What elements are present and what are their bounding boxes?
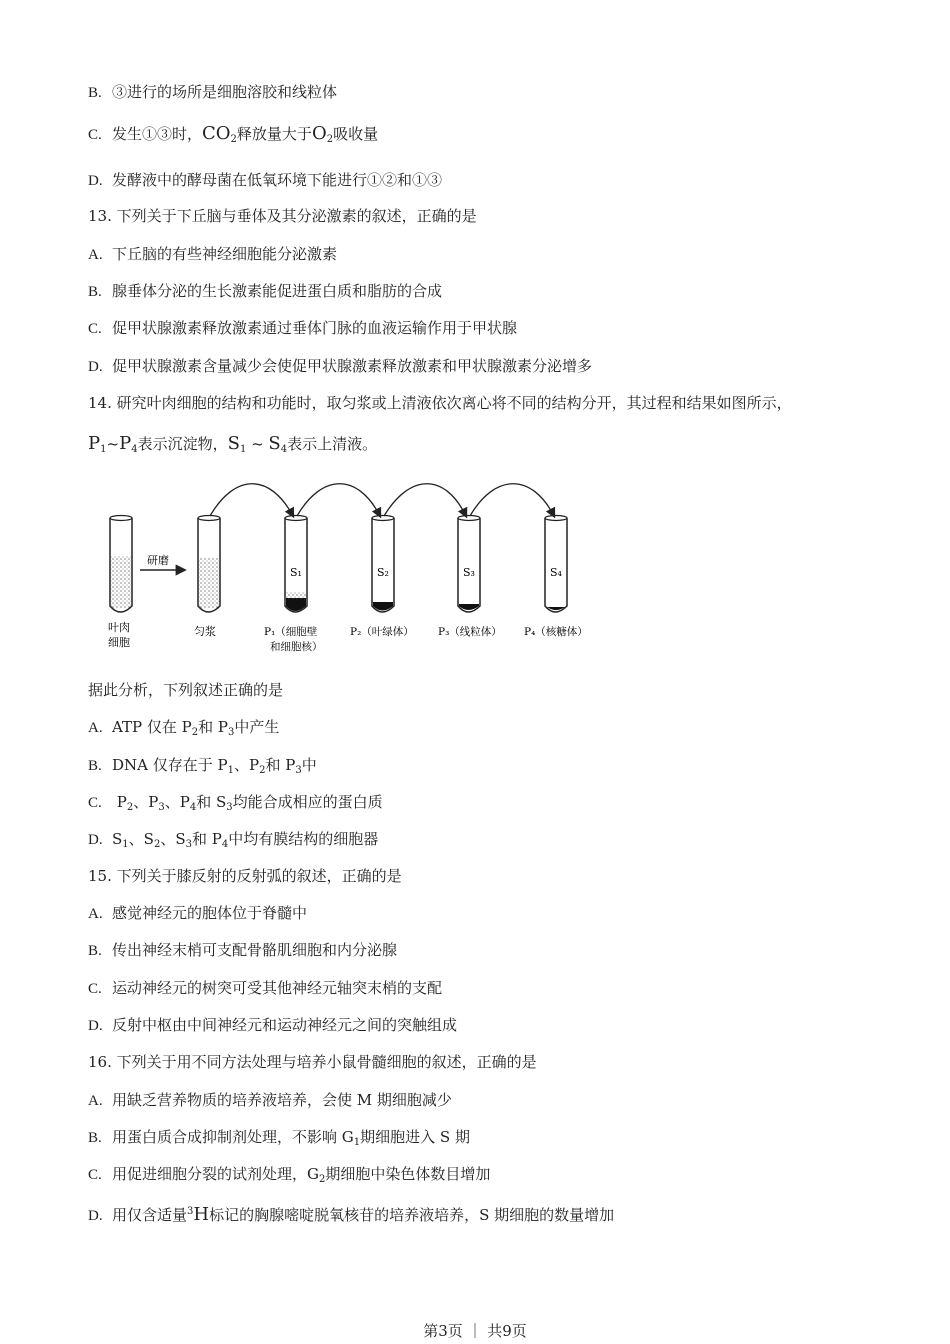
- subscript: 2: [191, 727, 199, 738]
- tube-leaf-cells: [110, 516, 132, 613]
- q14-stem: 14. 研究叶肉细胞的结构和功能时，取匀浆或上清液依次离心将不同的结构分开，其过程和结果如图所示，: [88, 394, 792, 412]
- transfer-arrow: [297, 484, 380, 516]
- option-text: 运动神经元的树突可受其他神经元轴突末梢的支配: [112, 979, 443, 997]
- option-letter: C.: [88, 127, 102, 143]
- p-symbol: P: [88, 433, 101, 454]
- option-text: 中产生: [234, 718, 280, 736]
- q12-option-c: [88, 124, 378, 150]
- option-text: 用蛋白质合成抑制剂处理，不影响 G: [112, 1128, 354, 1146]
- transfer-arrow: [470, 484, 554, 516]
- q14-option-a: [88, 717, 279, 743]
- option-letter: D.: [88, 359, 103, 375]
- option-text: 发酵液中的酵母菌在低氧环境下能进行①②和①③: [112, 171, 443, 189]
- option-text: S: [112, 830, 123, 848]
- option-text: 腺垂体分泌的生长激素能促进蛋白质和脂肪的合成: [112, 282, 443, 300]
- subscript: 3: [228, 727, 235, 738]
- subscript: 1: [122, 839, 129, 850]
- option-text: 发生①③时，: [112, 125, 203, 143]
- option-letter: B.: [88, 758, 102, 774]
- superscript: 3: [187, 1206, 194, 1217]
- q14-stem-notation: [88, 434, 377, 460]
- option-text: 中: [301, 756, 317, 774]
- supernatant-label: S₃: [463, 566, 475, 579]
- option-letter: D.: [88, 832, 103, 848]
- tube-homogenate: [198, 516, 220, 613]
- q15-option-d: [88, 1015, 457, 1036]
- q15-option-a: [88, 903, 307, 924]
- option-text: 、S: [128, 830, 154, 848]
- option-text: 释放量大于: [236, 125, 312, 143]
- q16-stem: 16. 下列关于用不同方法处理与培养小鼠骨髓细胞的叙述，正确的是: [88, 1053, 537, 1071]
- q15-option-c: [88, 978, 442, 999]
- option-letter: A.: [88, 906, 103, 922]
- h-symbol: H: [193, 1204, 210, 1225]
- option-text: 传出神经末梢可支配骨骼肌细胞和内分泌腺: [112, 941, 398, 959]
- option-letter: B.: [88, 943, 102, 959]
- tube-label: 叶肉: [108, 621, 130, 634]
- supernatant-label: S₂: [377, 566, 389, 579]
- q13-option-d: [88, 356, 592, 377]
- option-text: P: [112, 793, 127, 811]
- option-letter: C.: [88, 321, 102, 337]
- tube-label: P₂（叶绿体）: [350, 626, 414, 638]
- q14-option-b: [88, 755, 317, 781]
- option-text: 均能合成相应的蛋白质: [232, 793, 383, 811]
- subscript: 4: [189, 802, 197, 813]
- option-text: 期细胞进入 S 期: [360, 1128, 470, 1146]
- stem-text: 表示上清液。: [287, 435, 378, 453]
- stem-text: 表示沉淀物，: [137, 435, 228, 453]
- tube-s4-p4: [545, 516, 567, 613]
- tube-label: P₃（线粒体）: [438, 626, 502, 638]
- option-text: 和 P: [198, 718, 228, 736]
- option-text: 和 P: [265, 756, 296, 774]
- tube-label: P₁（细胞壁: [264, 626, 318, 638]
- q16-option-a: [88, 1090, 452, 1111]
- option-text: 促甲状腺激素含量减少会使促甲状腺激素释放激素和甲状腺激素分泌增多: [112, 357, 593, 375]
- option-text: 用促进细胞分裂的试剂处理，G: [112, 1165, 319, 1183]
- q16-option-c: [88, 1164, 490, 1190]
- subscript: 3: [185, 839, 192, 850]
- centrifugation-diagram: [100, 478, 620, 668]
- option-text: 用仅含适量: [112, 1206, 188, 1224]
- q15-option-b: [88, 940, 397, 961]
- subscript: 1: [353, 1137, 361, 1148]
- q12-option-d: [88, 170, 442, 191]
- subscript: 2: [259, 765, 266, 776]
- q13-option-c: [88, 318, 517, 339]
- subscript: 1: [227, 765, 234, 776]
- option-letter: D.: [88, 1018, 103, 1034]
- q14-option-c: [88, 792, 383, 818]
- tube-label: P₄（核糖体）: [524, 626, 588, 638]
- subscript: 3: [295, 765, 302, 776]
- option-text: 用缺乏营养物质的培养液培养，会使 M 期细胞减少: [112, 1091, 452, 1109]
- option-letter: B.: [88, 1130, 102, 1146]
- option-letter: C.: [88, 795, 102, 811]
- subscript: 2: [326, 134, 334, 145]
- option-letter: B.: [88, 284, 102, 300]
- s-symbol: S: [268, 433, 281, 454]
- subscript: 4: [221, 839, 229, 850]
- option-letter: A.: [88, 247, 103, 263]
- subscript: 4: [280, 444, 288, 455]
- s-symbol: S: [227, 433, 240, 454]
- option-text: 下丘脑的有些神经细胞能分泌激素: [112, 245, 338, 263]
- option-text: 、P: [234, 756, 260, 774]
- p-symbol: P: [119, 433, 132, 454]
- tube-s3-p3: [458, 516, 480, 613]
- grind-label: 研磨: [147, 554, 169, 567]
- q14-analysis: 据此分析，下列叙述正确的是: [88, 681, 284, 699]
- option-text: DNA 仅存在于 P: [112, 756, 228, 774]
- option-letter: B.: [88, 85, 102, 101]
- supernatant-label: S₄: [550, 566, 562, 579]
- subscript: 3: [158, 802, 165, 813]
- subscript: 1: [239, 444, 247, 455]
- option-text: 、P: [164, 793, 190, 811]
- option-text: 中均有膜结构的细胞器: [228, 830, 379, 848]
- option-text: 和 S: [196, 793, 227, 811]
- option-text: 、P: [133, 793, 159, 811]
- option-text: 反射中枢由中间神经元和运动神经元之间的突触组成: [112, 1016, 458, 1034]
- transfer-arrow: [210, 484, 293, 516]
- tilde: ~: [246, 435, 269, 453]
- q15-stem: 15. 下列关于膝反射的反射弧的叙述，正确的是: [88, 867, 402, 885]
- page-footer: 第3页 ｜ 共9页: [423, 1322, 527, 1340]
- tilde: ~: [106, 435, 120, 453]
- option-text: ATP 仅在 P: [112, 718, 192, 736]
- option-text: 吸收量: [333, 125, 379, 143]
- tube-label: 和细胞核）: [270, 641, 323, 653]
- option-letter: D.: [88, 173, 103, 189]
- option-text: 期细胞中染色体数目增加: [325, 1165, 491, 1183]
- co2-formula: CO: [202, 123, 231, 144]
- q16-option-b: [88, 1127, 470, 1153]
- o2-formula: O: [311, 123, 327, 144]
- subscript: 1: [100, 444, 107, 455]
- option-letter: A.: [88, 1093, 103, 1109]
- q13-option-b: [88, 281, 442, 302]
- option-letter: A.: [88, 720, 103, 736]
- subscript: 4: [131, 444, 138, 455]
- option-text: 标记的胸腺嘧啶脱氧核苷的培养液培养，S 期细胞的数量增加: [209, 1206, 615, 1224]
- subscript: 2: [318, 1174, 326, 1185]
- q13-stem: 13. 下列关于下丘脑与垂体及其分泌激素的叙述，正确的是: [88, 207, 477, 225]
- option-text: 促甲状腺激素释放激素通过垂体门脉的血液运输作用于甲状腺: [112, 319, 518, 337]
- option-letter: C.: [88, 1167, 102, 1183]
- tube-s1-p1: [285, 516, 307, 613]
- option-text: ③进行的场所是细胞溶胶和线粒体: [112, 83, 338, 101]
- subscript: 3: [226, 802, 233, 813]
- tube-s2-p2: [372, 516, 394, 613]
- transfer-arrow: [384, 484, 466, 516]
- tube-label: 细胞: [108, 636, 130, 649]
- supernatant-label: S₁: [290, 566, 302, 579]
- tube-label: 匀浆: [194, 625, 216, 638]
- q14-option-d: [88, 829, 378, 855]
- option-text: 感觉神经元的胞体位于脊髓中: [112, 904, 308, 922]
- option-letter: D.: [88, 1208, 103, 1224]
- q16-option-d: [88, 1202, 614, 1226]
- q13-option-a: [88, 244, 337, 265]
- subscript: 2: [230, 134, 237, 145]
- option-text: 和 P: [191, 830, 222, 848]
- option-text: 、S: [160, 830, 186, 848]
- subscript: 2: [153, 839, 161, 850]
- q12-option-b: [88, 82, 337, 103]
- subscript: 2: [126, 802, 134, 813]
- option-letter: C.: [88, 981, 102, 997]
